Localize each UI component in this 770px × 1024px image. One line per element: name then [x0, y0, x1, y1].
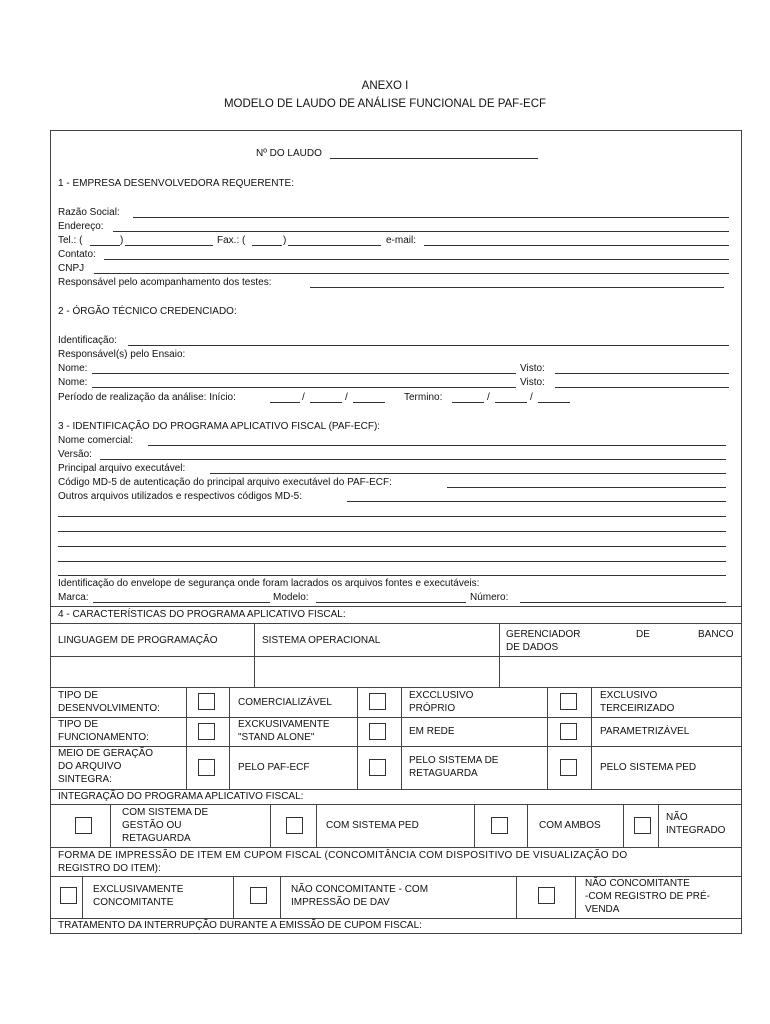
laudo-number-label: Nº DO LAUDO	[256, 148, 322, 159]
termino-year-field[interactable]	[538, 402, 570, 403]
fax-label: Fax.: (	[217, 235, 246, 246]
tel-ddd-field[interactable]	[90, 245, 120, 246]
pelo-retaguarda-label-2: RETAGUARDA	[409, 768, 478, 779]
forma-impressao-label-2: REGISTRO DO ITEM):	[58, 863, 161, 874]
tipo-desenv-label-1: TIPO DE	[58, 690, 99, 701]
vline-f	[591, 687, 592, 789]
nao-concomitante-pre-venda-label-1: NÃO CONCOMITANTE	[585, 878, 690, 889]
nao-concomitante-dav-checkbox[interactable]	[250, 887, 267, 904]
pelo-ped-label: PELO SISTEMA PED	[600, 762, 697, 773]
vline-i	[316, 804, 317, 847]
nao-integrado-label-1: NÃO	[666, 812, 688, 823]
rule-876	[50, 876, 742, 877]
com-ambos-label: COM AMBOS	[539, 820, 601, 831]
gerenciador-header-banco: BANCO	[698, 629, 734, 640]
nao-integrado-checkbox[interactable]	[634, 817, 651, 834]
cnpj-field[interactable]	[94, 273, 729, 274]
numero-field[interactable]	[520, 602, 726, 603]
modelo-field[interactable]	[316, 602, 466, 603]
rule-918	[50, 918, 742, 919]
rule-623	[50, 623, 742, 624]
pelo-paf-checkbox[interactable]	[198, 759, 215, 776]
outros-line-1[interactable]	[58, 516, 726, 517]
annex-title: ANEXO I	[361, 80, 409, 92]
pelo-retaguarda-label-1: PELO SISTEMA DE	[409, 755, 499, 766]
stand-alone-label-1: EXCKUSIVAMENTE	[238, 719, 330, 730]
identificacao-field[interactable]	[128, 345, 729, 346]
section4-top-rule	[50, 606, 742, 607]
contato-field[interactable]	[104, 259, 729, 260]
modelo-label: Modelo:	[273, 592, 309, 603]
endereco-field[interactable]	[113, 231, 729, 232]
document-title: MODELO DE LAUDO DE ANÁLISE FUNCIONAL DE PAF-ECF	[223, 98, 547, 110]
nao-concomitante-pre-venda-label-2: -COM REGISTRO DE PRÉ-	[585, 891, 711, 902]
exclusivamente-concomitante-label-1: EXCLUSIVAMENTE	[93, 884, 184, 895]
inicio-slash-2: /	[345, 392, 348, 403]
em-rede-label: EM REDE	[409, 726, 455, 737]
nao-concomitante-pre-venda-checkbox[interactable]	[538, 887, 555, 904]
gerenciador-header-line2: DE DADOS	[506, 642, 559, 653]
vline-m	[658, 804, 659, 847]
laudo-number-field[interactable]	[330, 158, 538, 159]
nome-1-field[interactable]	[92, 373, 516, 374]
exclusivamente-concomitante-checkbox[interactable]	[60, 887, 77, 904]
meio-geracao-label-2: DO ARQUIVO	[58, 761, 122, 772]
fax-paren-close: )	[283, 235, 287, 246]
integracao-label: INTEGRAÇÃO DO PROGRAMA APLICATIVO FISCAL:	[58, 791, 304, 802]
stand-alone-label-2: "STAND ALONE"	[238, 732, 315, 743]
tel-label: Tel.: (	[58, 235, 83, 246]
periodo-label: Período de realização da análise: Início:	[58, 392, 236, 403]
outros-line-4[interactable]	[58, 561, 726, 562]
vline-h	[270, 804, 271, 847]
com-gestao-label-2: GESTÃO OU	[122, 820, 182, 831]
vline-c	[357, 687, 358, 789]
exclusivo-terceirizado-label-1: EXCLUSIVO	[600, 690, 658, 701]
comercializavel-checkbox[interactable]	[198, 693, 215, 710]
outros-line-3[interactable]	[58, 546, 726, 547]
com-ambos-checkbox[interactable]	[491, 817, 508, 834]
linguagem-header: LINGUAGEM DE PROGRAMAÇÃO	[58, 635, 218, 646]
md5-principal-field[interactable]	[447, 487, 726, 488]
termino-month-field[interactable]	[495, 402, 527, 403]
vline-n	[82, 876, 83, 918]
termino-slash-1: /	[487, 392, 490, 403]
inicio-month-field[interactable]	[310, 402, 342, 403]
pelo-ped-checkbox[interactable]	[560, 759, 577, 776]
inicio-slash-1: /	[302, 392, 305, 403]
com-gestao-label-3: RETAGUARDA	[122, 833, 191, 844]
outros-line-2[interactable]	[58, 531, 726, 532]
vline-a	[186, 687, 187, 789]
outros-line-5[interactable]	[58, 575, 726, 576]
exclusivo-proprio-checkbox[interactable]	[369, 693, 386, 710]
visto-2-label: Visto:	[520, 377, 545, 388]
nao-concomitante-pre-venda-label-3: VENDA	[585, 904, 620, 915]
parametrizavel-label: PARAMETRIZÁVEL	[600, 726, 690, 737]
vline-j	[474, 804, 475, 847]
vline-p	[280, 876, 281, 918]
vline-d	[401, 687, 402, 789]
visto-1-label: Visto:	[520, 363, 545, 374]
vline-l	[623, 804, 624, 847]
termino-slash-2: /	[530, 392, 533, 403]
numero-label: Número:	[470, 592, 509, 603]
rule-746	[50, 746, 742, 747]
meio-geracao-label-3: SINTEGRA:	[58, 774, 112, 785]
section4-title: 4 - CARACTERÍSTICAS DO PROGRAMA APLICATIVO FISCAL:	[58, 609, 346, 620]
razao-social-label: Razão Social:	[58, 207, 120, 218]
termino-day-field[interactable]	[452, 402, 484, 403]
principal-executavel-field[interactable]	[210, 473, 726, 474]
exclusivo-terceirizado-checkbox[interactable]	[560, 693, 577, 710]
rule-789	[50, 789, 742, 790]
tratamento-label: TRATAMENTO DA INTERRUPÇÃO DURANTE A EMISSÃO DE CUPOM FISCAL:	[58, 920, 422, 931]
vline-o	[233, 876, 234, 918]
rule-656	[50, 656, 742, 657]
nao-concomitante-dav-label-2: IMPRESSÃO DE DAV	[291, 897, 390, 908]
section3-title: 3 - IDENTIFICAÇÃO DO PROGRAMA APLICATIVO FISCAL (PAF-ECF):	[58, 421, 381, 432]
rule-717	[50, 717, 742, 718]
parametrizavel-checkbox[interactable]	[560, 723, 577, 740]
nome-2-label: Nome:	[58, 377, 88, 388]
gerenciador-header-de: DE	[636, 629, 650, 640]
visto-1-field[interactable]	[555, 373, 729, 374]
section1-title: 1 - EMPRESA DESENVOLVEDORA REQUERENTE:	[58, 178, 294, 189]
versao-field[interactable]	[100, 459, 726, 460]
vline-b	[229, 687, 230, 789]
rule-847	[50, 847, 742, 848]
envelope-label: Identificação do envelope de segurança onde foram lacrados os arquivos fontes e executáveis:	[58, 578, 480, 589]
outros-arquivos-field[interactable]	[347, 501, 726, 502]
tipo-desenv-label-2: DESENVOLVIMENTO:	[58, 703, 160, 714]
responsavel-testes-label: Responsável pelo acompanhamento dos testes:	[58, 277, 272, 288]
com-ped-checkbox[interactable]	[286, 817, 303, 834]
gerenciador-header-line1: GERENCIADOR	[506, 629, 581, 640]
em-rede-checkbox[interactable]	[369, 723, 386, 740]
endereco-label: Endereço:	[58, 221, 104, 232]
com-gestao-checkbox[interactable]	[75, 817, 92, 834]
comercializavel-label: COMERCIALIZÁVEL	[238, 697, 332, 708]
nome-comercial-field[interactable]	[148, 445, 726, 446]
pelo-retaguarda-checkbox[interactable]	[369, 759, 386, 776]
outros-arquivos-label: Outros arquivos utilizados e respectivos códigos MD-5:	[58, 491, 302, 502]
email-label: e-mail:	[386, 235, 417, 246]
exclusivo-proprio-label-1: EXCCLUSIVO	[409, 690, 474, 701]
identificacao-label: Identificação:	[58, 335, 117, 346]
tel-paren-close: )	[120, 235, 124, 246]
tipo-func-label-1: TIPO DE	[58, 719, 99, 730]
inicio-year-field[interactable]	[353, 402, 385, 403]
fax-ddd-field[interactable]	[252, 245, 282, 246]
vline-so	[499, 623, 500, 687]
fax-number-field[interactable]	[288, 245, 381, 246]
marca-field[interactable]	[93, 602, 270, 603]
nome-1-label: Nome:	[58, 363, 88, 374]
vline-e	[547, 687, 548, 789]
versao-label: Versão:	[58, 449, 92, 460]
marca-label: Marca:	[58, 592, 89, 603]
vline-r	[575, 876, 576, 918]
pelo-paf-label: PELO PAF-ECF	[238, 762, 310, 773]
meio-geracao-label-1: MEIO DE GERAÇÃO	[58, 748, 154, 759]
tipo-func-label-2: FUNCIONAMENTO:	[58, 732, 149, 743]
visto-2-field[interactable]	[555, 387, 729, 388]
sistema-operacional-header: SISTEMA OPERACIONAL	[262, 635, 381, 646]
cnpj-label: CNPJ	[58, 263, 85, 274]
vline-q	[516, 876, 517, 918]
vline-lang	[254, 623, 255, 687]
vline-g	[110, 804, 111, 847]
md5-principal-label: Código MD-5 de autenticação do principal arquivo executável do PAF-ECF:	[58, 477, 392, 488]
forma-impressao-label-1: FORMA DE IMPRESSÃO DE ITEM EM CUPOM FISCAL (CONCOMITÂNCIA COM DISPOSITIVO DE VISUALIZAÇÃO DO	[58, 850, 628, 861]
exclusivo-terceirizado-label-2: TERCEIRIZADO	[600, 703, 675, 714]
razao-social-field[interactable]	[133, 217, 729, 218]
section2-title: 2 - ÓRGÃO TÉCNICO CREDENCIADO:	[58, 306, 237, 317]
responsaveis-ensaio-label: Responsável(s) pelo Ensaio:	[58, 349, 186, 360]
responsavel-testes-field[interactable]	[310, 287, 724, 288]
nome-comercial-label: Nome comercial:	[58, 435, 134, 446]
com-gestao-label-1: COM SISTEMA DE	[122, 807, 209, 818]
termino-label: Termino:	[404, 392, 443, 403]
rule-804	[50, 804, 742, 805]
contato-label: Contato:	[58, 249, 96, 260]
principal-executavel-label: Principal arquivo executável:	[58, 463, 186, 474]
tel-number-field[interactable]	[125, 245, 213, 246]
nome-2-field[interactable]	[92, 387, 516, 388]
exclusivo-proprio-label-2: PRÓPRIO	[409, 703, 456, 714]
exclusivamente-concomitante-label-2: CONCOMITANTE	[93, 897, 174, 908]
vline-k	[527, 804, 528, 847]
nao-concomitante-dav-label-1: NÃO CONCOMITANTE - COM	[291, 884, 429, 895]
inicio-day-field[interactable]	[270, 402, 300, 403]
com-ped-label: COM SISTEMA PED	[326, 820, 419, 831]
email-field[interactable]	[424, 245, 729, 246]
stand-alone-checkbox[interactable]	[198, 723, 215, 740]
nao-integrado-label-2: INTEGRADO	[666, 825, 726, 836]
rule-687	[50, 687, 742, 688]
